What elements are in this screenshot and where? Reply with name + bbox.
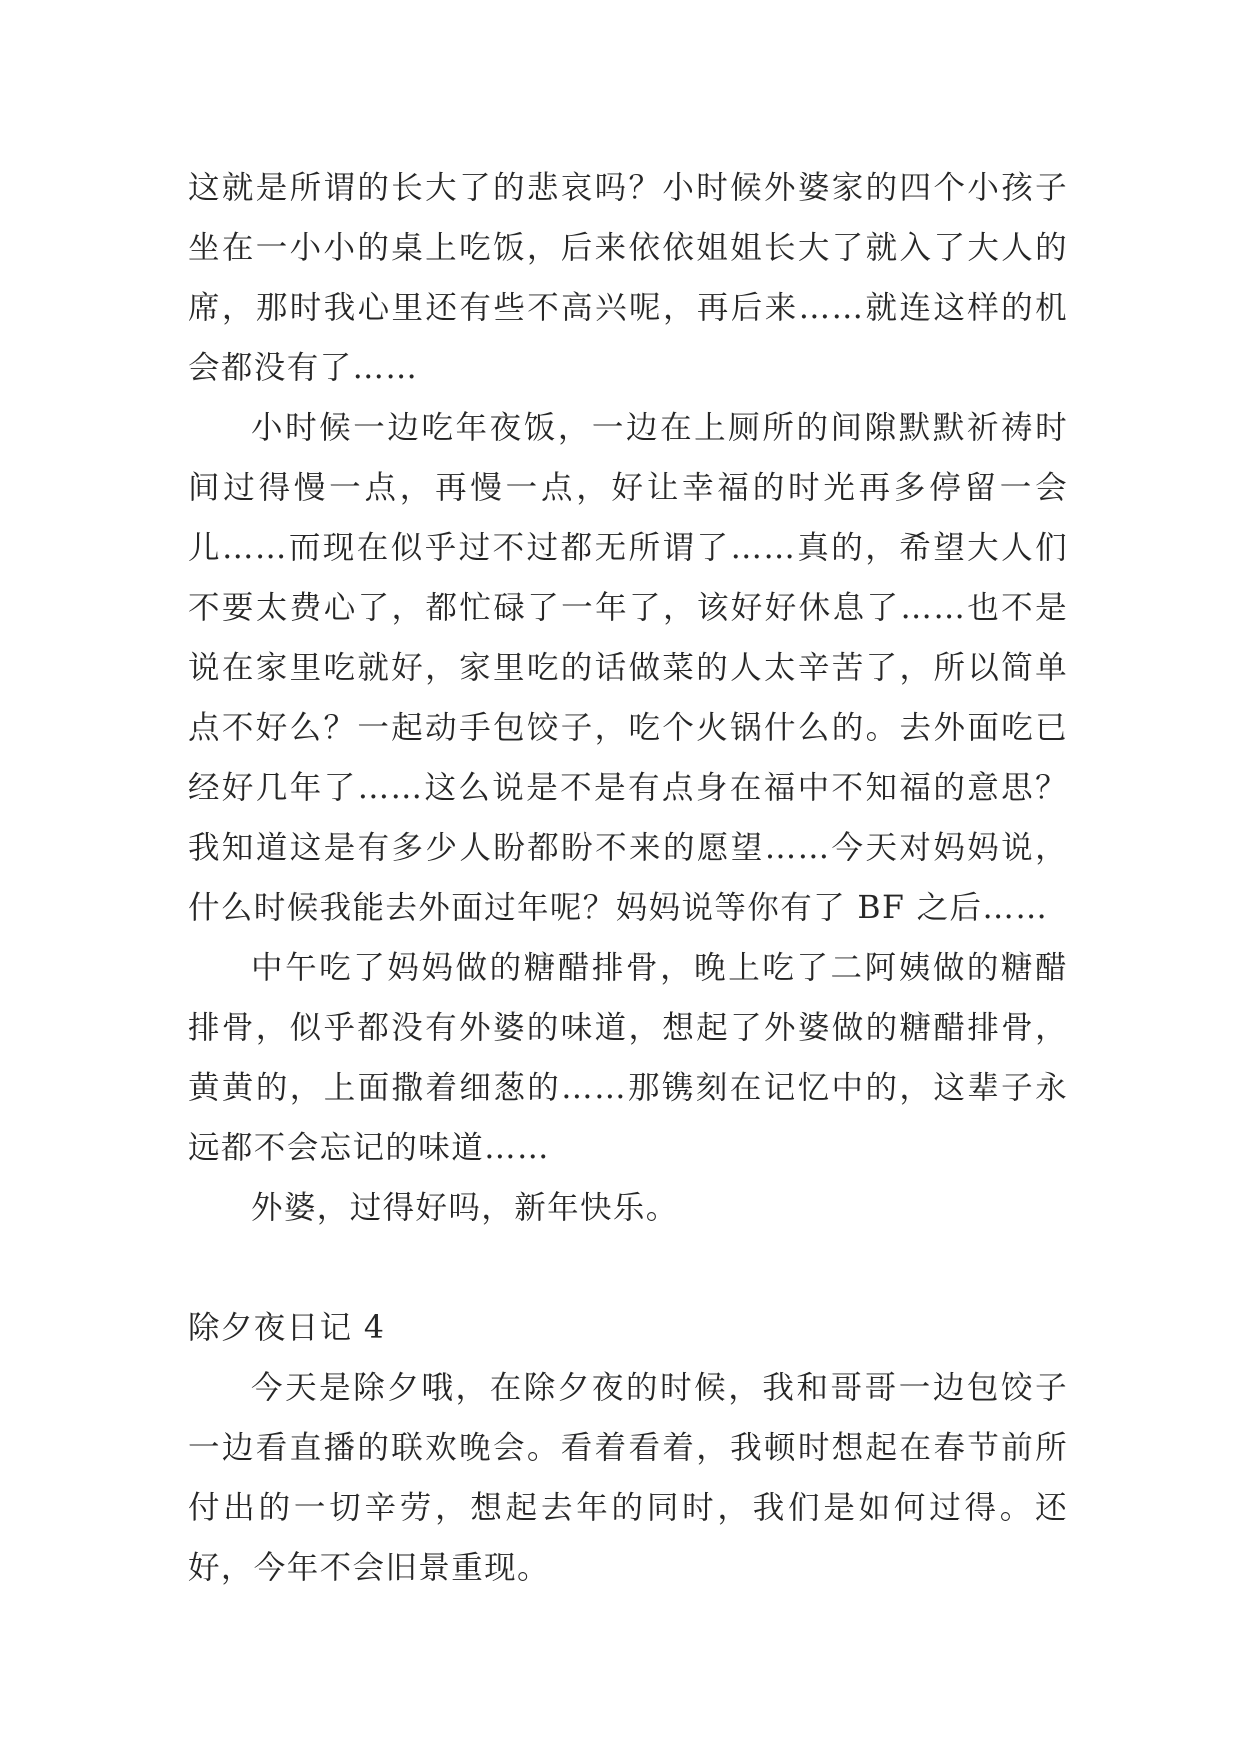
section-heading: 除夕夜日记 4 xyxy=(188,1310,386,1346)
paragraph: 今天是除夕哦，在除夕夜的时候，我和哥哥一边包饺子一边看直播的联欢晚会。看着看着，我顿时想起在春节前所付出的一切辛劳，想起去年的同时，我们是如何过得。还好，今年不会旧景重现。 xyxy=(188,1370,1068,1586)
document-body xyxy=(188,158,1068,1598)
paragraph: 这就是所谓的长大了的悲哀吗？小时候外婆家的四个小孩子坐在一小小的桌上吃饭，后来依依姐姐长大了就入了大人的席，那时我心里还有些不高兴呢，再后来……就连这样的机会都没有了…… xyxy=(188,170,1068,386)
paragraph: 中午吃了妈妈做的糖醋排骨，晚上吃了二阿姨做的糖醋排骨，似乎都没有外婆的味道，想起了外婆做的糖醋排骨，黄黄的，上面撒着细葱的……那镌刻在记忆中的，这辈子永远都不会忘记的味道…… xyxy=(188,950,1068,1166)
paragraph: 小时候一边吃年夜饭，一边在上厕所的间隙默默祈祷时间过得慢一点，再慢一点，好让幸福的时光再多停留一会儿……而现在似乎过不过都无所谓了……真的，希望大人们不要太费心了，都忙碌了一年了，该好好休息了……也不是说在家里吃就好，家里吃的话做菜的人太辛苦了，所以简单点不好么？一起动手包饺子，吃个火锅什么的。去外面吃已经好几年了……这么说是不是有点身在福中不知福的意思？我知道这是有多少人盼都盼不来的愿望……今天对妈妈说，什么时候我能去外面过年呢？妈妈说等你有了 BF 之后…… xyxy=(188,410,1068,926)
paragraph: 外婆，过得好吗，新年快乐。 xyxy=(251,1190,679,1226)
